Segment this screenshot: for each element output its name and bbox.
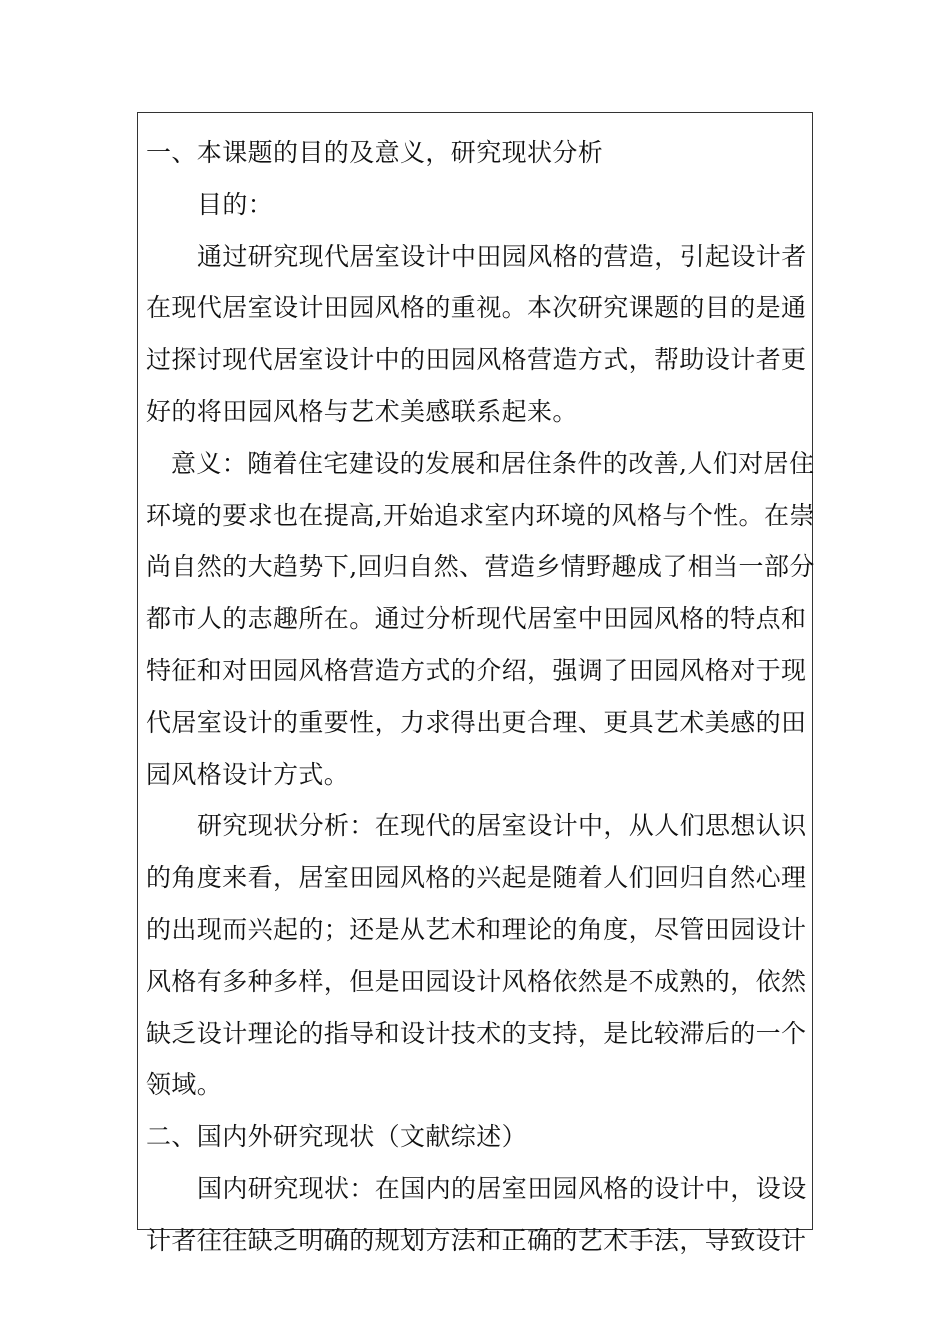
paragraph-line: 的出现而兴起的；还是从艺术和理论的角度，尽管田园设计: [146, 914, 807, 944]
paragraph-line: 风格有多种多样，但是田园设计风格依然是不成熟的，依然: [146, 966, 807, 996]
paragraph-line: 研究现状分析：在现代的居室设计中，从人们思想认识: [197, 811, 807, 841]
section-heading: 一、本课题的目的及意义，研究现状分析: [146, 138, 604, 167]
paragraph-line: 都市人的志趣所在。通过分析现代居室中田园风格的特点和: [146, 604, 807, 634]
paragraph-line: 领域。: [146, 1070, 223, 1100]
paragraph-line: 通过研究现代居室设计中田园风格的营造，引起设计者: [197, 241, 807, 271]
paragraph-line: 过探讨现代居室设计中的田园风格营造方式，帮助设计者更: [146, 345, 807, 375]
paragraph-line: 好的将田园风格与艺术美感联系起来。: [146, 396, 578, 426]
paragraph-line: 环境的要求也在提高,开始追求室内环境的风格与个性。在崇: [146, 500, 815, 530]
section-heading: 二、国内外研究现状（文献综述）: [146, 1122, 528, 1152]
text-content: [146, 127, 815, 1267]
paragraph-line: 尚自然的大趋势下,回归自然、营造乡情野趣成了相当一部分: [146, 552, 815, 582]
paragraph-line: 缺乏设计理论的指导和设计技术的支持，是比较滞后的一个: [146, 1018, 807, 1048]
purpose-label: 目的：: [197, 189, 274, 219]
paragraph-line: 在现代居室设计田园风格的重视。本次研究课题的目的是通: [146, 293, 807, 323]
paragraph-line: 国内研究现状：在国内的居室田园风格的设计中，设设: [197, 1173, 807, 1203]
paragraph-line: 园风格设计方式。: [146, 759, 350, 789]
paragraph-line: 的角度来看，居室田园风格的兴起是随着人们回归自然心理: [146, 863, 807, 893]
paragraph-line: 意义：随着住宅建设的发展和居住条件的改善,人们对居住: [171, 448, 815, 478]
paragraph-line: 特征和对田园风格营造方式的介绍，强调了田园风格对于现: [146, 655, 807, 685]
paragraph-line: 代居室设计的重要性，力求得出更合理、更具艺术美感的田: [146, 707, 807, 737]
bordered-text-box: [137, 112, 815, 1255]
paragraph-line: 计者往往缺乏明确的规划方法和正确的艺术手法，导致设计: [146, 1225, 807, 1255]
